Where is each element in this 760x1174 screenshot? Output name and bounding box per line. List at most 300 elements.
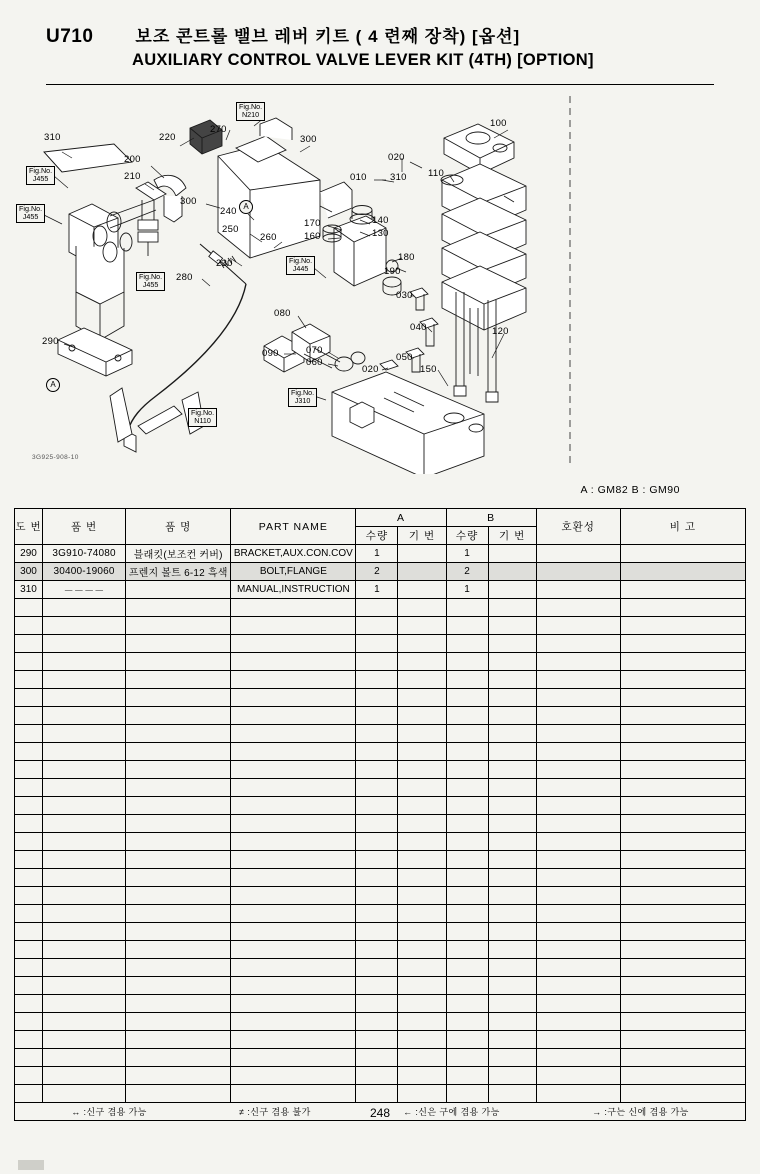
cell-empty [126, 1067, 231, 1085]
cell-empty [488, 1031, 536, 1049]
cell-empty [620, 887, 745, 905]
table-row-empty [15, 725, 746, 743]
cell-empty [398, 851, 446, 869]
table-row-empty [15, 599, 746, 617]
cell-empty [126, 923, 231, 941]
cell-empty [43, 725, 126, 743]
cell-empty [126, 797, 231, 815]
cell-empty [43, 1085, 126, 1103]
cell-empty [398, 617, 446, 635]
cell-empty [398, 653, 446, 671]
cell-empty [43, 851, 126, 869]
table-row-empty [15, 815, 746, 833]
cell-empty [43, 689, 126, 707]
callout-040: 040 [410, 322, 427, 333]
cell-empty [488, 977, 536, 995]
cell-empty [356, 797, 398, 815]
cell-pumbeon: －－－－ [43, 581, 126, 599]
table-row-empty [15, 995, 746, 1013]
fig-ref-value: N210 [241, 110, 260, 120]
cell-empty [43, 761, 126, 779]
legend-not-interchangeable: ≠ :신구 겸용 불가 [239, 1107, 311, 1117]
header-remark: 비 고 [620, 509, 745, 545]
cell-compat [536, 563, 620, 581]
cell-qty-a: 2 [356, 563, 398, 581]
cell-empty [231, 923, 356, 941]
cell-empty [398, 815, 446, 833]
cell-empty [446, 797, 488, 815]
table-row-empty [15, 941, 746, 959]
parts-table [14, 508, 746, 1121]
callout-300-b: 300 [180, 196, 197, 207]
header-group-a: A [356, 509, 446, 527]
table-row-empty [15, 1013, 746, 1031]
cell-empty [231, 833, 356, 851]
cell-empty [536, 797, 620, 815]
cell-empty [126, 653, 231, 671]
fig-ref-n110 [188, 408, 217, 427]
cell-empty [398, 923, 446, 941]
cell-empty [536, 923, 620, 941]
table-row[interactable] [15, 581, 746, 599]
fig-ref-label: Fig.No. [291, 388, 315, 397]
fig-ref-value: J455 [142, 280, 159, 290]
table-row-empty [15, 635, 746, 653]
callout-210: 210 [124, 171, 141, 182]
cell-empty [231, 635, 356, 653]
cell-empty [620, 1067, 745, 1085]
cell-empty [446, 833, 488, 851]
cell-empty [231, 617, 356, 635]
cell-empty [356, 635, 398, 653]
cell-empty [126, 617, 231, 635]
cell-empty [43, 671, 126, 689]
cell-empty [446, 815, 488, 833]
cell-empty [126, 833, 231, 851]
cell-empty [15, 671, 43, 689]
cell-empty [446, 1049, 488, 1067]
cell-empty [536, 1013, 620, 1031]
cell-empty [488, 887, 536, 905]
cell-empty [536, 833, 620, 851]
cell-empty [488, 617, 536, 635]
cell-empty [231, 671, 356, 689]
cell-empty [620, 923, 745, 941]
cell-empty [446, 1031, 488, 1049]
cell-empty [446, 1067, 488, 1085]
cell-empty [15, 761, 43, 779]
cell-empty [398, 671, 446, 689]
cell-empty [231, 653, 356, 671]
callout-240: 240 [220, 206, 237, 217]
cell-pumbeon: 3G910-74080 [43, 545, 126, 563]
callout-170: 170 [304, 218, 321, 229]
cell-empty [126, 761, 231, 779]
table-row-empty [15, 851, 746, 869]
cell-empty [231, 941, 356, 959]
cell-empty [43, 743, 126, 761]
header-dobeon: 도 번 [15, 509, 43, 545]
cell-empty [15, 1085, 43, 1103]
cell-empty [356, 1067, 398, 1085]
header-divider [46, 84, 714, 85]
callout-250: 250 [222, 224, 239, 235]
cell-empty [126, 1049, 231, 1067]
cell-empty [231, 761, 356, 779]
cell-empty [126, 941, 231, 959]
cell-empty [398, 905, 446, 923]
cell-qty-a: 1 [356, 581, 398, 599]
cell-empty [536, 941, 620, 959]
header-group-b: B [446, 509, 536, 527]
cell-empty [231, 689, 356, 707]
cell-empty [126, 1031, 231, 1049]
cell-empty [356, 779, 398, 797]
page-number: 248 [369, 1106, 391, 1120]
cell-empty [356, 995, 398, 1013]
cell-empty [620, 743, 745, 761]
cell-compat [536, 545, 620, 563]
cell-empty [536, 869, 620, 887]
cell-gibeon-b [488, 581, 536, 599]
cell-empty [126, 815, 231, 833]
table-row-empty [15, 1049, 746, 1067]
cell-empty [356, 707, 398, 725]
cell-empty [43, 617, 126, 635]
cell-empty [231, 599, 356, 617]
table-row-empty [15, 1067, 746, 1085]
table-row-empty [15, 959, 746, 977]
cell-empty [488, 743, 536, 761]
cell-empty [231, 1085, 356, 1103]
cell-empty [488, 1067, 536, 1085]
cell-qty-a: 1 [356, 545, 398, 563]
cell-empty [15, 743, 43, 761]
cell-empty [15, 941, 43, 959]
cell-remark [620, 563, 745, 581]
cell-empty [15, 617, 43, 635]
cell-empty [126, 887, 231, 905]
cell-empty [398, 959, 446, 977]
cell-empty [356, 725, 398, 743]
callout-010: 010 [350, 172, 367, 183]
callout-310-b: 310 [390, 172, 407, 183]
callout-030: 030 [396, 290, 413, 301]
cell-empty [231, 815, 356, 833]
cell-empty [398, 779, 446, 797]
cell-empty [43, 1013, 126, 1031]
cell-empty [620, 635, 745, 653]
cell-empty [488, 815, 536, 833]
cell-empty [536, 1067, 620, 1085]
cell-empty [620, 653, 745, 671]
fig-ref-label: Fig.No. [289, 256, 313, 265]
cell-empty [620, 1031, 745, 1049]
callout-300-a: 300 [300, 134, 317, 145]
cell-empty [43, 869, 126, 887]
callout-070: 070 [306, 345, 323, 356]
cell-empty [356, 1049, 398, 1067]
cell-empty [356, 851, 398, 869]
cell-empty [446, 923, 488, 941]
table-row-empty [15, 905, 746, 923]
scan-edge-marker [18, 1160, 44, 1170]
cell-dobeon: 310 [15, 581, 43, 599]
cell-empty [488, 941, 536, 959]
cell-empty [43, 887, 126, 905]
cell-empty [536, 1085, 620, 1103]
section-title-english: AUXILIARY CONTROL VALVE LEVER KIT (4TH) [OPTION] [132, 51, 594, 69]
cell-empty [356, 941, 398, 959]
cell-empty [356, 833, 398, 851]
cell-empty [620, 833, 745, 851]
cell-empty [356, 869, 398, 887]
cell-empty [15, 797, 43, 815]
cell-empty [446, 725, 488, 743]
callout-130: 130 [372, 228, 389, 239]
cell-empty [536, 761, 620, 779]
cell-empty [536, 599, 620, 617]
cell-empty [536, 779, 620, 797]
cell-empty [43, 923, 126, 941]
cell-empty [398, 743, 446, 761]
callout-190: 190 [384, 266, 401, 277]
cell-empty [446, 941, 488, 959]
cell-empty [446, 869, 488, 887]
cell-empty [356, 977, 398, 995]
fig-ref-j455-2 [16, 204, 45, 223]
cell-empty [231, 977, 356, 995]
cell-empty [126, 599, 231, 617]
cell-empty [43, 779, 126, 797]
header-part-name: PART NAME [231, 509, 356, 545]
diagram-svg [14, 96, 746, 474]
cell-empty [15, 995, 43, 1013]
fig-ref-label: Fig.No. [191, 408, 215, 417]
cell-empty [398, 1013, 446, 1031]
cell-empty [43, 707, 126, 725]
legend-old-to-new: → :구는 신에 겸용 가능 [592, 1107, 689, 1117]
fig-ref-j445 [286, 256, 315, 275]
cell-empty [536, 887, 620, 905]
callout-080: 080 [274, 308, 291, 319]
cell-empty [446, 779, 488, 797]
cell-gibeon-a [398, 581, 446, 599]
cell-gibeon-a [398, 563, 446, 581]
cell-empty [488, 923, 536, 941]
header-row-korean [46, 22, 714, 48]
cell-part-name: MANUAL,INSTRUCTION [231, 581, 356, 599]
cell-empty [15, 815, 43, 833]
cell-empty [43, 1067, 126, 1085]
cell-empty [231, 797, 356, 815]
cell-empty [446, 1085, 488, 1103]
cell-empty [356, 671, 398, 689]
table-row-empty [15, 689, 746, 707]
section-marker-a-1: A [239, 200, 253, 214]
cell-empty [356, 1085, 398, 1103]
cell-empty [620, 725, 745, 743]
callout-260: 260 [260, 232, 277, 243]
cell-compat [536, 581, 620, 599]
cell-empty [398, 635, 446, 653]
cell-empty [620, 797, 745, 815]
cell-empty [446, 635, 488, 653]
cell-empty [488, 707, 536, 725]
table-row-empty [15, 1085, 746, 1103]
cell-empty [398, 599, 446, 617]
cell-empty [620, 995, 745, 1013]
table-row-empty [15, 671, 746, 689]
table-row-empty [15, 887, 746, 905]
cell-empty [488, 599, 536, 617]
cell-empty [15, 923, 43, 941]
cell-empty [15, 977, 43, 995]
cell-empty [126, 635, 231, 653]
cell-empty [620, 815, 745, 833]
header-qty-a: 수량 [356, 527, 398, 545]
cell-empty [536, 653, 620, 671]
cell-empty [620, 851, 745, 869]
cell-empty [126, 869, 231, 887]
cell-empty [356, 905, 398, 923]
cell-empty [620, 941, 745, 959]
cell-empty [126, 851, 231, 869]
cell-empty [446, 671, 488, 689]
cell-empty [15, 1031, 43, 1049]
cell-empty [536, 1031, 620, 1049]
cell-gibeon-b [488, 563, 536, 581]
cell-empty [15, 851, 43, 869]
cell-empty [43, 905, 126, 923]
cell-empty [15, 653, 43, 671]
cell-empty [398, 689, 446, 707]
cell-empty [15, 1049, 43, 1067]
cell-empty [536, 995, 620, 1013]
table-row[interactable] [15, 545, 746, 563]
cell-part-name: BOLT,FLANGE [231, 563, 356, 581]
cell-empty [43, 1049, 126, 1067]
fig-ref-label: Fig.No. [139, 272, 163, 281]
cell-empty [446, 599, 488, 617]
cell-empty [231, 1067, 356, 1085]
table-row-empty [15, 761, 746, 779]
cell-qty-b: 2 [446, 563, 488, 581]
cell-empty [398, 1067, 446, 1085]
table-row[interactable] [15, 563, 746, 581]
cell-empty [620, 707, 745, 725]
cell-qty-b: 1 [446, 545, 488, 563]
callout-310-a: 310 [44, 132, 61, 143]
fig-ref-value: J455 [32, 174, 49, 184]
fig-ref-label: Fig.No. [239, 102, 263, 111]
cell-empty [620, 905, 745, 923]
cell-empty [620, 689, 745, 707]
cell-empty [620, 617, 745, 635]
cell-empty [356, 599, 398, 617]
fig-ref-j455-1 [26, 166, 55, 185]
cell-empty [15, 599, 43, 617]
cell-dobeon: 290 [15, 545, 43, 563]
cell-empty [536, 725, 620, 743]
cell-empty [536, 671, 620, 689]
cell-empty [620, 959, 745, 977]
cell-empty [43, 797, 126, 815]
cell-empty [488, 779, 536, 797]
cell-empty [15, 779, 43, 797]
cell-dobeon: 300 [15, 563, 43, 581]
cell-gibeon-b [488, 545, 536, 563]
cell-empty [488, 905, 536, 923]
fig-ref-label: Fig.No. [19, 204, 43, 213]
callout-020-b: 020 [362, 364, 379, 375]
cell-empty [398, 761, 446, 779]
cell-empty [15, 869, 43, 887]
fig-ref-label: Fig.No. [29, 166, 53, 175]
cell-empty [620, 779, 745, 797]
cell-empty [126, 977, 231, 995]
parts-table-blank-rows [15, 599, 746, 1103]
cell-empty [43, 833, 126, 851]
callout-060: 060 [306, 357, 323, 368]
cell-pummyeong: 프렌지 볼트 6-12 흑색 [126, 563, 231, 581]
cell-empty [446, 905, 488, 923]
parts-table-body [15, 545, 746, 599]
cell-empty [488, 635, 536, 653]
cell-empty [398, 725, 446, 743]
callout-050: 050 [396, 352, 413, 363]
cell-empty [398, 887, 446, 905]
cell-empty [536, 1049, 620, 1067]
cell-empty [398, 1085, 446, 1103]
cell-empty [126, 1085, 231, 1103]
cell-empty [488, 689, 536, 707]
cell-empty [231, 743, 356, 761]
cell-empty [126, 779, 231, 797]
callout-270: 270 [210, 124, 227, 135]
fig-ref-n210 [236, 102, 265, 121]
table-row-empty [15, 707, 746, 725]
cell-empty [126, 689, 231, 707]
cell-pummyeong [126, 581, 231, 599]
cell-empty [231, 995, 356, 1013]
cell-empty [536, 617, 620, 635]
legend-new-to-old: ← :신은 구에 겸용 가능 [403, 1107, 500, 1117]
cell-empty [231, 1031, 356, 1049]
cell-empty [536, 977, 620, 995]
cell-part-name: BRACKET,AUX.CON.COV [231, 545, 356, 563]
cell-empty [620, 1013, 745, 1031]
header-gibeon-a: 기 번 [398, 527, 446, 545]
cell-empty [398, 995, 446, 1013]
fig-ref-value: J310 [294, 396, 311, 406]
table-row-empty [15, 977, 746, 995]
cell-empty [15, 905, 43, 923]
model-legend: A : GM82 B : GM90 [580, 484, 680, 496]
cell-empty [356, 923, 398, 941]
cell-empty [446, 653, 488, 671]
cell-empty [488, 797, 536, 815]
fig-ref-j455-3 [136, 272, 165, 291]
header-gibeon-b: 기 번 [488, 527, 536, 545]
table-header-row-1 [15, 509, 746, 527]
fig-ref-j310 [288, 388, 317, 407]
cell-empty [536, 815, 620, 833]
cell-empty [536, 743, 620, 761]
cell-empty [356, 815, 398, 833]
cell-empty [231, 869, 356, 887]
cell-empty [15, 707, 43, 725]
